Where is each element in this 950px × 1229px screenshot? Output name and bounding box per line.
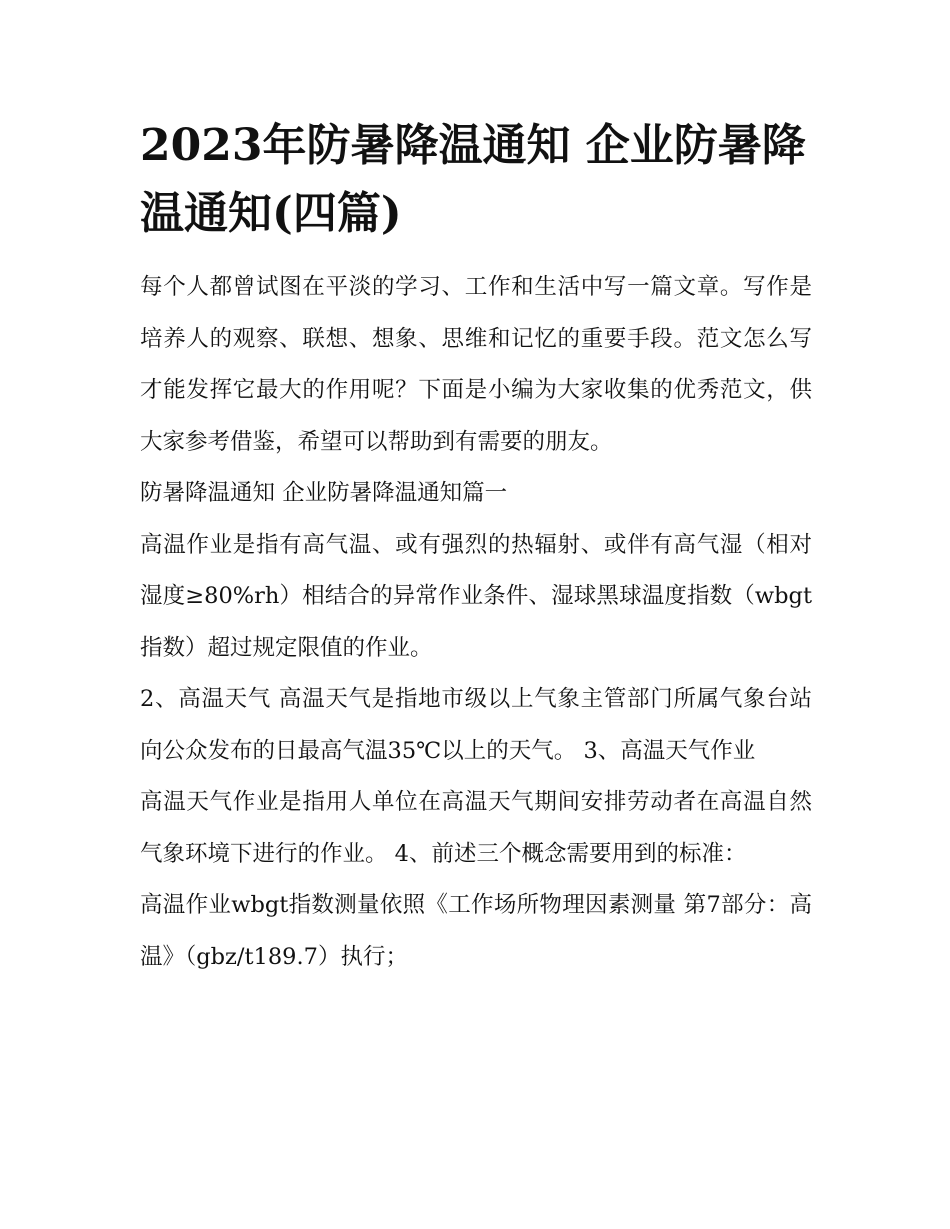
paragraph-intro: 每个人都曾试图在平淡的学习、工作和生活中写一篇文章。写作是培养人的观察、联想、想象、思维和记忆的重要手段。范文怎么写才能发挥它最大的作用呢？下面是小编为大家收集的优秀范文，供大家参考借鉴，希望可以帮助到有需要的朋友。 bbox=[140, 274, 812, 455]
section-heading: 防暑降温通知 企业防暑降温通知篇一 bbox=[140, 480, 508, 506]
paragraph-high-temp-work: 高温作业是指有高气温、或有强烈的热辐射、或伴有高气湿（相对湿度≥80%rh）相结合的异常作业条件、湿球黑球温度指数（wbgt指数）超过规定限值的作业。 bbox=[140, 531, 812, 661]
document-title: 2023年防暑降温通知 企业防暑降温通知(四篇) bbox=[140, 120, 806, 239]
document-page bbox=[140, 112, 812, 983]
paragraph-high-temp-weather: 2、高温天气 高温天气是指地市级以上气象主管部门所属气象台站向公众发布的日最高气温35℃以上的天气。 3、高温天气作业 bbox=[140, 686, 812, 764]
paragraph-standard: 高温作业wbgt指数测量依照《工作场所物理因素测量 第7部分：高温》（gbz/t189.7）执行； bbox=[140, 892, 812, 970]
paragraph-weather-work: 高温天气作业是指用人单位在高温天气期间安排劳动者在高温自然气象环境下进行的作业。 4、前述三个概念需要用到的标准： bbox=[140, 789, 812, 867]
document-body bbox=[140, 262, 812, 983]
